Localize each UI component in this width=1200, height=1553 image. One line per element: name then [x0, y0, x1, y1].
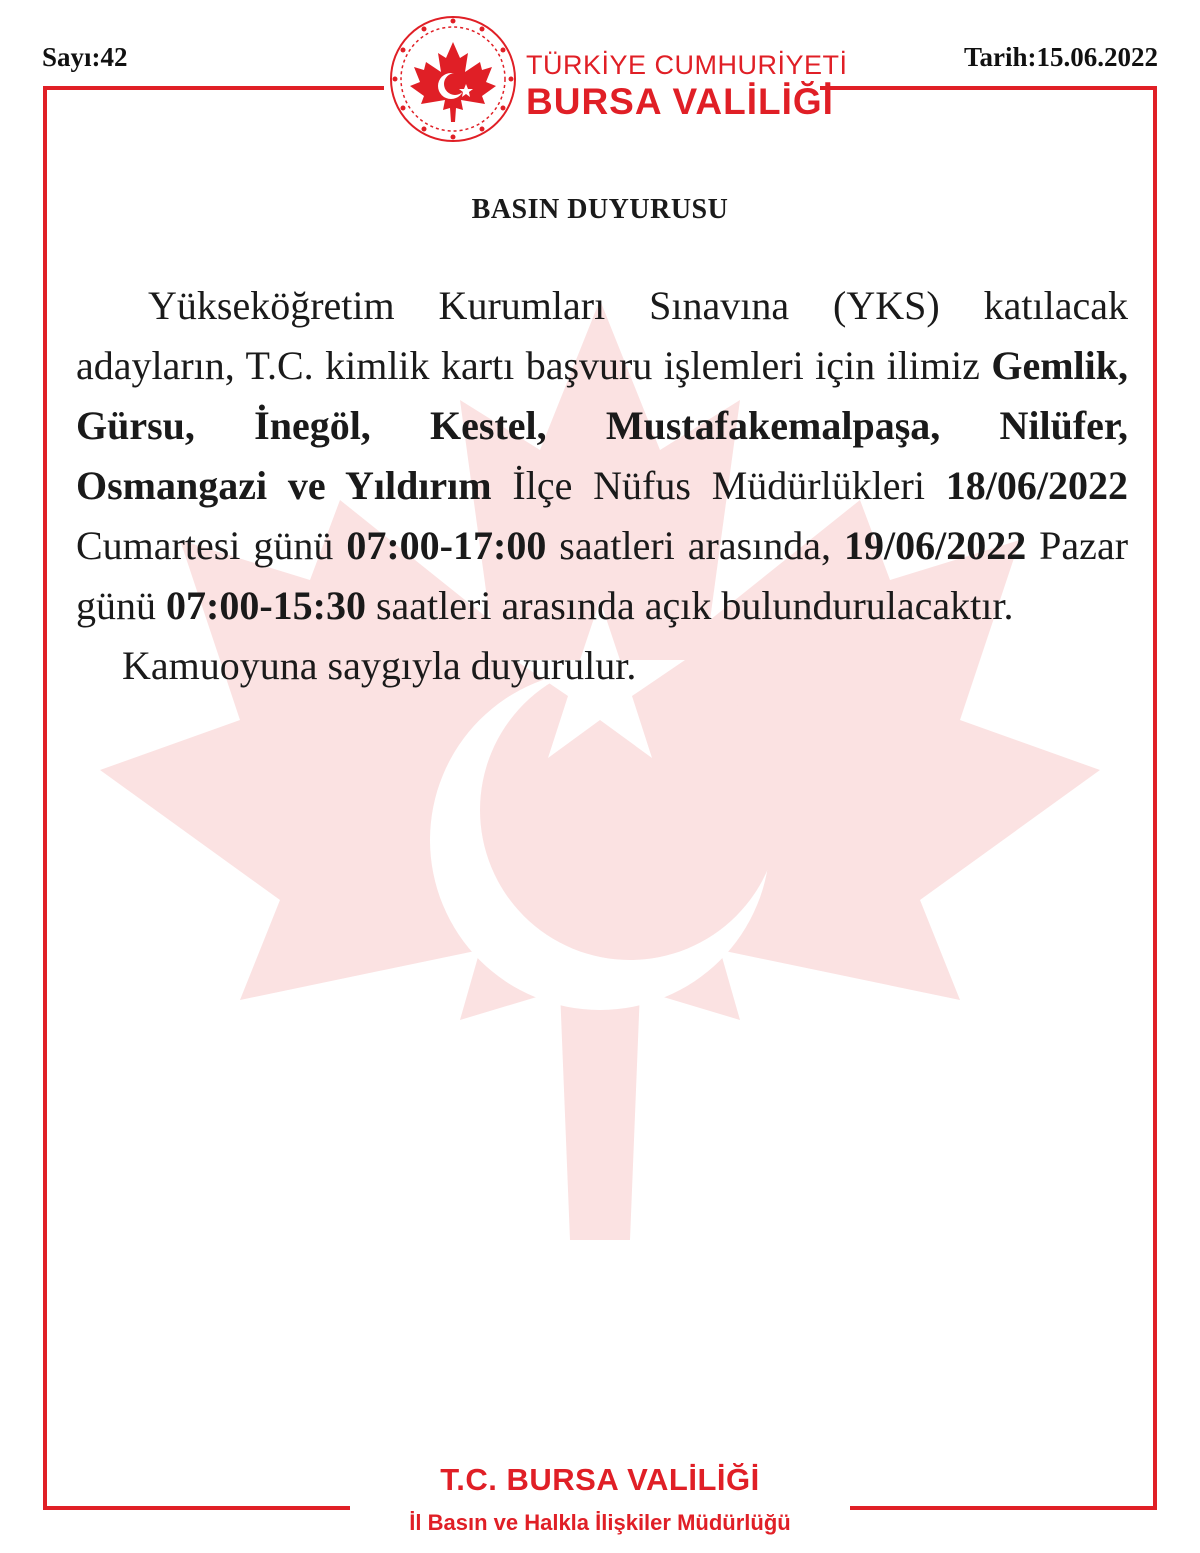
text-run: saatleri arasında açık bulundurulacaktır. [365, 583, 1014, 628]
issue-number: Sayı:42 [42, 42, 128, 72]
governorship-emblem-icon [388, 14, 518, 144]
footer-department: İl Basın ve Halkla İlişkiler Müdürlüğü [409, 1510, 791, 1535]
text-run: Pazar günü [76, 523, 1129, 628]
document-body [76, 276, 1128, 696]
footer-office-title: T.C. BURSA VALİLİĞİ [440, 1462, 760, 1497]
text-run-bold: Gemlik, Gürsu, İnegöl, Kestel, Mustafakemalpaşa, Nilüfer, Osmangazi ve Yıldırım [76, 343, 1128, 508]
text-run-bold: 18/06/2022 [945, 463, 1129, 508]
brand-country: TÜRKİYE CUMHURİYETİ [526, 50, 848, 80]
text-run: saatleri arasında, [546, 523, 844, 568]
text-run-bold: 07:00-17:00 [346, 523, 547, 568]
text-run: Yükseköğretim Kurumları Sınavına (YKS) katılacak adayların, T.C. kimlik kartı başvuru işlemleri için ilimiz [76, 283, 1128, 388]
brand-office: BURSA VALİLİĞİ [526, 81, 834, 122]
document-heading: BASIN DUYURUSU [471, 194, 729, 225]
issue-date: Tarih:15.06.2022 [963, 42, 1158, 72]
text-run-bold: 19/06/2022 [843, 523, 1027, 568]
text-run-bold: 07:00-15:30 [166, 583, 366, 628]
brand-block [526, 50, 848, 124]
text-run: İlçe Nüfus Müdürlükleri [491, 463, 946, 508]
announcement-paragraph [76, 276, 1128, 636]
closing-line: Kamuoyuna saygıyla duyurulur. [122, 643, 637, 688]
text-run: Cumartesi günü [76, 523, 347, 568]
